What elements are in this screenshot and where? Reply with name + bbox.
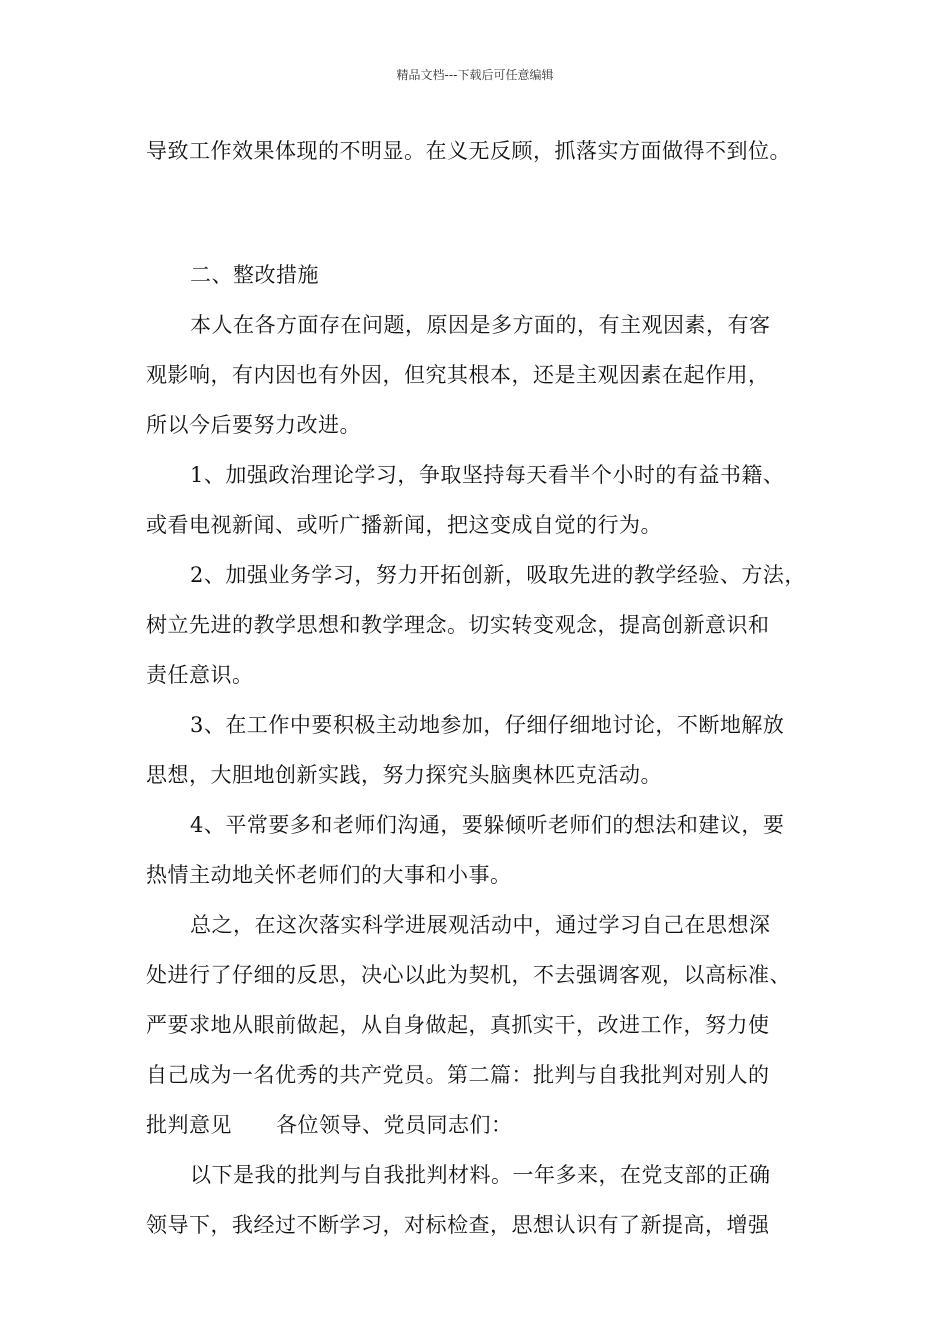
text-line: 观影响，有内因也有外因，但究其根本，还是主观因素在起作用， <box>146 363 770 387</box>
text-line <box>146 1100 816 1150</box>
page-header: 精品文档---下载后可任意编辑 <box>396 68 554 82</box>
text-line: 树立先进的教学思想和教学理念。切实转变观念，提高创新意识和 <box>146 613 770 637</box>
text-line: 领导下，我经过不断学习，对标检查，思想认识有了新提高，增强 <box>146 1213 770 1237</box>
text-line: 所以今后要努力改进。 <box>146 413 361 437</box>
document-body <box>146 126 816 1250</box>
text-line: 处进行了仔细的反思，决心以此为契机，不去强调客观，以高标准、 <box>146 963 791 987</box>
text-fragment: 各位领导、党员同志们： <box>276 1113 513 1137</box>
text-line: 4、平常要多和老师们沟通，要躲倾听老师们的想法和建议，要 <box>190 813 785 837</box>
text-line: 热情主动地关怀老师们的大事和小事。 <box>146 863 512 887</box>
section-heading: 二、整改措施 <box>190 263 319 287</box>
text-line: 思想，大胆地创新实践，努力探究头脑奥林匹克活动。 <box>146 763 662 787</box>
text-line: 以下是我的批判与自我批判材料。一年多来，在党支部的正确 <box>190 1163 771 1187</box>
text-line: 责任意识。 <box>146 663 254 687</box>
blank-line <box>146 176 816 250</box>
text-line: 或看电视新闻、或听广播新闻，把这变成自觉的行为。 <box>146 513 662 537</box>
text-line: 本人在各方面存在问题，原因是多方面的，有主观因素，有客 <box>190 313 771 337</box>
text-line: 导致工作效果体现的不明显。在义无反顾，抓落实方面做得不到位。 <box>146 139 791 163</box>
text-line: 严要求地从眼前做起，从自身做起，真抓实干，改进工作，努力使 <box>146 1013 770 1037</box>
text-line: 2、加强业务学习，努力开拓创新，吸取先进的教学经验、方法， <box>190 563 806 587</box>
text-fragment: 批判意见 <box>146 1113 232 1137</box>
text-line: 自己成为一名优秀的共产党员。第二篇：批判与自我批判对别人的 <box>146 1063 770 1087</box>
text-line: 总之，在这次落实科学进展观活动中，通过学习自己在思想深 <box>190 913 771 937</box>
text-line: 1、加强政治理论学习，争取坚持每天看半个小时的有益书籍、 <box>190 463 785 487</box>
text-line: 3、在工作中要积极主动地参加，仔细仔细地讨论，不断地解放 <box>190 713 785 737</box>
